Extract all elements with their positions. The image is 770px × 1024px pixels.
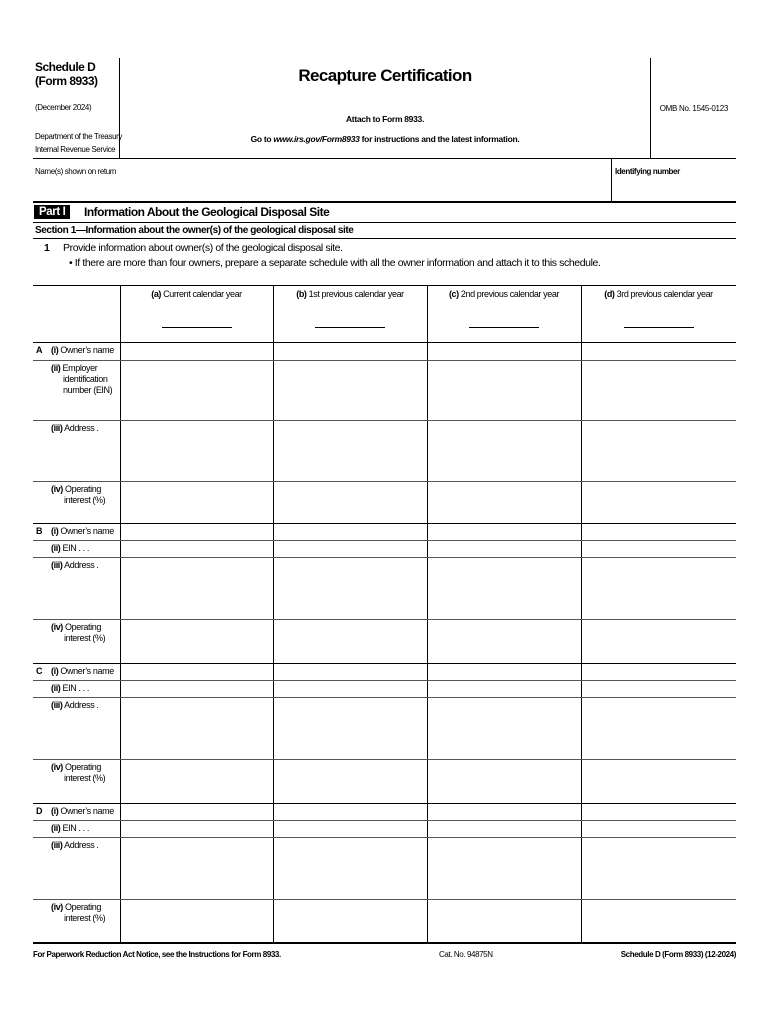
- row-label-i: [51, 345, 117, 356]
- owner-input-cell[interactable]: [274, 558, 426, 618]
- owner-input-cell[interactable]: [428, 821, 580, 836]
- row-roman: (ii): [51, 683, 61, 693]
- footer-notice: For Paperwork Reduction Act Notice, see the Instructions for Form 8933.: [33, 950, 281, 959]
- row-text: Employer: [62, 363, 98, 373]
- row-text: interest (%): [64, 773, 106, 783]
- owner-letter: B: [36, 526, 43, 536]
- table-bottom-border: [33, 942, 736, 944]
- section-heading: Section 1—Information about the owner(s) of the geological disposal site: [33, 223, 736, 239]
- owner-input-cell[interactable]: [582, 482, 735, 522]
- owner-input-cell[interactable]: [428, 524, 580, 539]
- row-label-ii: [51, 683, 117, 694]
- row-roman: (ii): [51, 543, 61, 553]
- row-text: EIN . . .: [62, 823, 89, 833]
- row-text: Owner’s name: [60, 666, 114, 676]
- owner-input-cell[interactable]: [582, 900, 735, 942]
- owner-input-cell[interactable]: [274, 482, 426, 522]
- row-text: number (EIN): [63, 385, 113, 395]
- owner-input-cell[interactable]: [582, 620, 735, 662]
- row-text: Owner’s name: [60, 806, 114, 816]
- owner-input-cell[interactable]: [582, 524, 735, 539]
- owner-input-cell[interactable]: [582, 681, 735, 696]
- owner-input-cell[interactable]: [274, 681, 426, 696]
- owner-input-cell[interactable]: [274, 664, 426, 679]
- owner-input-cell[interactable]: [582, 760, 735, 802]
- owner-input-cell[interactable]: [582, 838, 735, 898]
- owner-input-cell[interactable]: [121, 620, 272, 662]
- owner-letter: D: [36, 806, 43, 816]
- owner-input-cell[interactable]: [274, 524, 426, 539]
- owner-letter: C: [36, 666, 43, 676]
- owner-input-cell[interactable]: [428, 361, 580, 419]
- footer-form-id: Schedule D (Form 8933) (12-2024): [620, 950, 736, 959]
- owner-input-cell[interactable]: [428, 760, 580, 802]
- row-text: interest (%): [64, 633, 106, 643]
- column-header: [427, 289, 581, 299]
- owner-input-cell[interactable]: [274, 541, 426, 556]
- owner-input-cell[interactable]: [121, 361, 272, 419]
- row-text: Operating: [65, 762, 101, 772]
- owner-input-cell[interactable]: [428, 421, 580, 480]
- owner-input-cell[interactable]: [121, 760, 272, 802]
- table-top-border: [33, 285, 736, 286]
- row-label-ii: [51, 543, 117, 554]
- owner-input-cell[interactable]: [121, 343, 272, 359]
- row-roman: (iv): [51, 902, 63, 912]
- row-text: Address .: [64, 700, 99, 710]
- row-roman: (iii): [51, 560, 63, 570]
- column-label: Current calendar year: [161, 289, 242, 299]
- owner-input-cell[interactable]: [274, 900, 426, 942]
- row-text: Operating: [65, 902, 101, 912]
- owner-input-cell[interactable]: [121, 838, 272, 898]
- year-entry-line[interactable]: [315, 327, 385, 328]
- row-roman: (iii): [51, 423, 63, 433]
- owner-input-cell[interactable]: [428, 558, 580, 618]
- attach-instruction: Attach to Form 8933.: [345, 114, 425, 124]
- owner-letter: A: [36, 345, 43, 355]
- owner-input-cell[interactable]: [121, 541, 272, 556]
- bullet-text: • If there are more than four owners, prepare a separate schedule with all the owner information and attach it to this schedule.: [69, 257, 601, 269]
- goto-suffix: for instructions and the latest information.: [359, 134, 520, 144]
- row-roman: (i): [51, 526, 59, 536]
- owner-input-cell[interactable]: [121, 421, 272, 480]
- column-letter: (d): [604, 289, 615, 299]
- owner-input-cell[interactable]: [121, 558, 272, 618]
- row-text: identification: [63, 374, 108, 384]
- owner-input-cell[interactable]: [121, 524, 272, 539]
- revision-date: (December 2024): [35, 103, 92, 112]
- row-label-ii: [51, 363, 117, 396]
- line-text: Provide information about owner(s) of the geological disposal site.: [63, 242, 343, 254]
- owner-table: [33, 0, 736, 1024]
- row-text: Owner’s name: [60, 526, 114, 536]
- form-name-line2: (Form 8933): [35, 74, 98, 88]
- part-tag: Part I: [34, 205, 70, 219]
- column-label: 3rd previous calendar year: [614, 289, 713, 299]
- owner-input-cell[interactable]: [274, 760, 426, 802]
- column-label: 2nd previous calendar year: [458, 289, 560, 299]
- owner-input-cell[interactable]: [428, 698, 580, 758]
- owner-input-cell[interactable]: [274, 620, 426, 662]
- line-number: 1: [44, 242, 50, 254]
- row-roman: (i): [51, 345, 59, 355]
- id-label: Identifying number: [615, 167, 680, 176]
- owner-input-cell[interactable]: [121, 664, 272, 679]
- column-header: [273, 289, 427, 299]
- owner-input-cell[interactable]: [582, 821, 735, 836]
- owner-input-cell[interactable]: [121, 821, 272, 836]
- year-entry-line[interactable]: [624, 327, 694, 328]
- year-entry-line[interactable]: [469, 327, 539, 328]
- owner-input-cell[interactable]: [428, 620, 580, 662]
- owner-input-cell[interactable]: [428, 838, 580, 898]
- row-label-i: [51, 806, 117, 817]
- row-label-iv: [51, 622, 117, 644]
- owner-input-cell[interactable]: [121, 698, 272, 758]
- row-label-iii: [51, 423, 117, 434]
- owner-input-cell[interactable]: [274, 838, 426, 898]
- form-title: Recapture Certification: [298, 66, 472, 85]
- row-label-iii: [51, 700, 117, 711]
- row-text: Operating: [65, 484, 101, 494]
- row-roman: (ii): [51, 363, 61, 373]
- row-text: interest (%): [64, 913, 106, 923]
- row-roman: (iii): [51, 840, 63, 850]
- row-text: Address .: [64, 423, 99, 433]
- owner-input-cell[interactable]: [582, 698, 735, 758]
- year-entry-line[interactable]: [162, 327, 232, 328]
- column-letter: (b): [296, 289, 307, 299]
- column-header: [581, 289, 736, 299]
- column-letter: (c): [448, 289, 459, 299]
- row-label-iv: [51, 484, 117, 506]
- row-label-iii: [51, 840, 117, 851]
- owner-input-cell[interactable]: [121, 482, 272, 522]
- owner-input-cell[interactable]: [274, 343, 426, 359]
- column-letter: (a): [151, 289, 162, 299]
- owner-input-cell[interactable]: [582, 541, 735, 556]
- irs-link[interactable]: www.irs.gov/Form8933: [273, 134, 360, 144]
- row-roman: (i): [51, 666, 59, 676]
- row-roman: (i): [51, 806, 59, 816]
- row-label-i: [51, 666, 117, 677]
- goto-prefix: Go to: [250, 134, 274, 144]
- owner-input-cell[interactable]: [428, 900, 580, 942]
- owner-input-cell[interactable]: [428, 664, 580, 679]
- row-text: Address .: [64, 840, 99, 850]
- column-header: [120, 289, 273, 299]
- row-text: Address .: [64, 560, 99, 570]
- row-label-ii: [51, 823, 117, 834]
- form-name-line1: Schedule D: [35, 60, 96, 74]
- owner-input-cell[interactable]: [274, 698, 426, 758]
- row-text: EIN . . .: [62, 543, 89, 553]
- owner-input-cell[interactable]: [582, 558, 735, 618]
- owner-input-cell[interactable]: [582, 421, 735, 480]
- dept-line2: Internal Revenue Service: [35, 145, 116, 154]
- row-roman: (iv): [51, 622, 63, 632]
- owner-input-cell[interactable]: [428, 541, 580, 556]
- owner-input-cell[interactable]: [428, 482, 580, 522]
- column-label: 1st previous calendar year: [306, 289, 404, 299]
- row-text: Operating: [65, 622, 101, 632]
- owner-input-cell[interactable]: [582, 664, 735, 679]
- row-roman: (iv): [51, 762, 63, 772]
- owner-input-cell[interactable]: [582, 343, 735, 359]
- row-text: interest (%): [64, 495, 106, 505]
- row-roman: (iv): [51, 484, 63, 494]
- owner-input-cell[interactable]: [274, 421, 426, 480]
- row-text: EIN . . .: [62, 683, 89, 693]
- name-label: Name(s) shown on return: [35, 167, 117, 176]
- footer-cat-no: Cat. No. 94875N: [439, 950, 493, 959]
- row-text: Owner’s name: [60, 345, 114, 355]
- row-label-iv: [51, 762, 117, 784]
- part-title: Information About the Geological Disposal Site: [84, 205, 330, 219]
- dept-line1: Department of the Treasury: [35, 132, 122, 141]
- row-label-i: [51, 526, 117, 537]
- row-label-iv: [51, 902, 117, 924]
- row-roman: (iii): [51, 700, 63, 710]
- owner-input-cell[interactable]: [582, 361, 735, 419]
- owner-input-cell[interactable]: [121, 900, 272, 942]
- row-roman: (ii): [51, 823, 61, 833]
- owner-input-cell[interactable]: [274, 361, 426, 419]
- owner-input-cell[interactable]: [121, 804, 272, 819]
- omb-number: OMB No. 1545-0123: [659, 104, 728, 113]
- owner-input-cell[interactable]: [274, 821, 426, 836]
- owner-input-cell[interactable]: [582, 804, 735, 819]
- owner-input-cell[interactable]: [428, 681, 580, 696]
- owner-input-cell[interactable]: [428, 343, 580, 359]
- owner-input-cell[interactable]: [121, 681, 272, 696]
- row-label-iii: [51, 560, 117, 571]
- owner-input-cell[interactable]: [428, 804, 580, 819]
- owner-input-cell[interactable]: [274, 804, 426, 819]
